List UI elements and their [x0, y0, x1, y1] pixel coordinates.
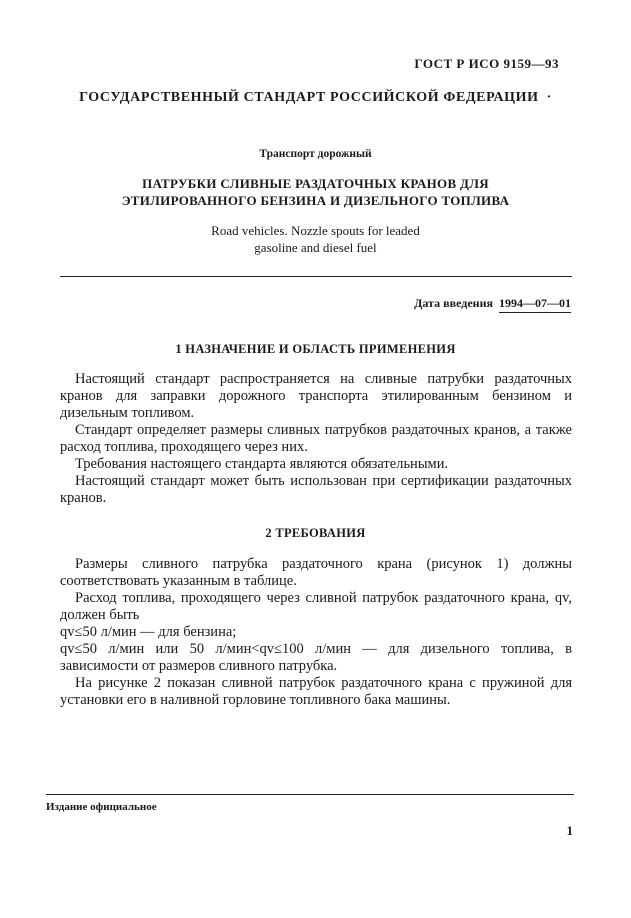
state-standard-heading	[0, 90, 631, 106]
section-2-heading: 2 ТРЕБОВАНИЯ	[265, 526, 366, 540]
header-divider	[60, 276, 572, 277]
formula-diesel: qv≤50 л/мин или 50 л/мин<qv≤100 л/мин — для дизельного топлива, в зависимости от размеров сливного патрубка.	[60, 641, 572, 674]
title-line-2: ЭТИЛИРОВАННОГО БЕНЗИНА И ДИЗЕЛЬНОГО ТОПЛИВА	[121, 193, 510, 208]
paragraph: Расход топлива, проходящего через сливной патрубок раздаточного крана, qv, должен быть	[60, 590, 572, 623]
paragraph: Настоящий стандарт может быть использован при сертификации раздаточных кранов.	[60, 473, 572, 506]
gost-code: ГОСТ Р ИСО 9159—93	[414, 56, 559, 71]
state-standard-mark: ·	[546, 90, 552, 105]
formula-gasoline: qv≤50 л/мин — для бензина;	[60, 624, 237, 640]
paragraph: Требования настоящего стандарта являются обязательными.	[75, 456, 449, 472]
page-number: 1	[566, 823, 573, 838]
english-title-line-2: gasoline and diesel fuel	[254, 240, 377, 255]
english-title	[0, 222, 631, 256]
section-2-body	[60, 556, 572, 709]
section-1-body	[60, 371, 572, 507]
paragraph: На рисунке 2 показан сливной патрубок раздаточного крана с пружиной для установки его в наливной горловине топливного бака машины.	[60, 675, 572, 708]
edition-label: Издание официальное	[46, 801, 157, 813]
intro-date	[414, 296, 571, 311]
title-line-1: ПАТРУБКИ СЛИВНЫЕ РАЗДАТОЧНЫХ КРАНОВ ДЛЯ	[142, 176, 489, 191]
document-category: Транспорт дорожный	[259, 148, 372, 160]
paragraph: Стандарт определяет размеры сливных патрубков раздаточных кранов, а также расход топлива, проходящего через них.	[60, 422, 572, 455]
footer-divider	[46, 794, 574, 795]
paragraph: Настоящий стандарт распространяется на сливные патрубки раздаточных кранов для заправки дорожного транспорта этилированным бензином и дизельным топливом.	[60, 371, 572, 421]
section-1-heading: 1 НАЗНАЧЕНИЕ И ОБЛАСТЬ ПРИМЕНЕНИЯ	[175, 342, 456, 356]
paragraph: Размеры сливного патрубка раздаточного крана (рисунок 1) должны соответствовать указанным в таблице.	[60, 556, 572, 589]
intro-date-value: 1994—07—01	[499, 296, 571, 313]
state-standard-text: ГОСУДАРСТВЕННЫЙ СТАНДАРТ РОССИЙСКОЙ ФЕДЕРАЦИИ	[79, 90, 539, 105]
intro-date-label: Дата введения	[414, 296, 493, 310]
document-title	[0, 175, 631, 209]
english-title-line-1: Road vehicles. Nozzle spouts for leaded	[211, 223, 420, 238]
